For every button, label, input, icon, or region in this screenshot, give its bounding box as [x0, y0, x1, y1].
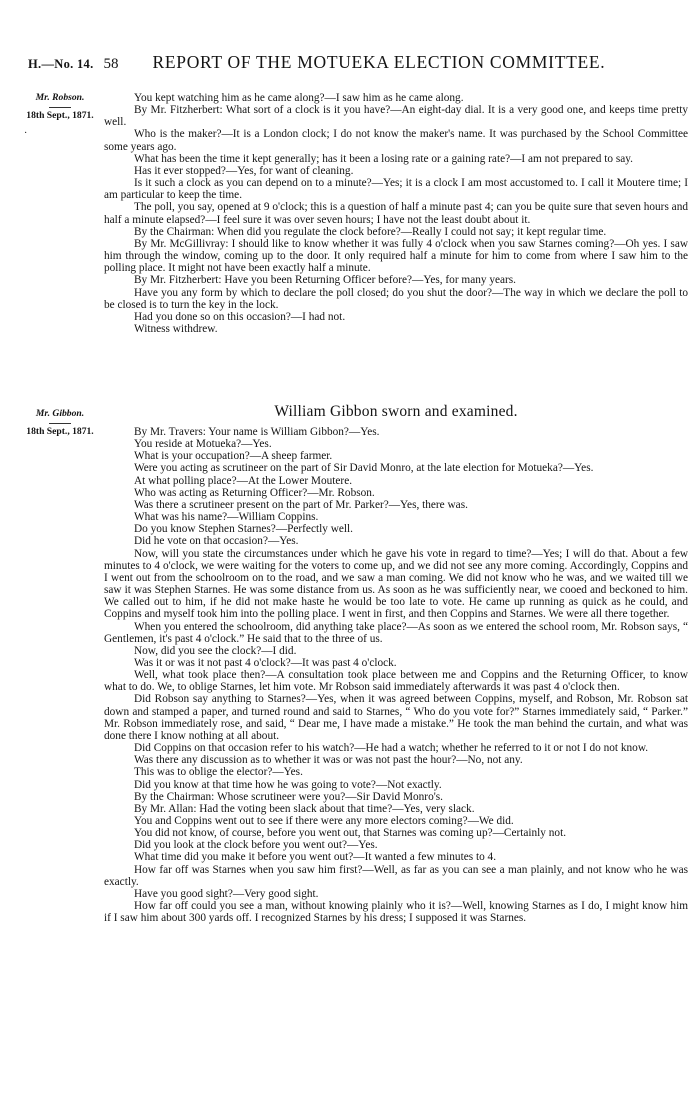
paragraph: What has been the time it kept generally; has it been a losing rate or a gaining rate?—I am not prepared to say. — [134, 152, 633, 165]
gibbon-testimony — [104, 426, 688, 924]
page-header — [28, 52, 678, 78]
paragraph: Who was acting as Returning Officer?—Mr. Robson. — [134, 486, 375, 499]
paragraph: By the Chairman: When did you regulate the clock before?—Really I could not say; it kept regular time. — [134, 225, 607, 238]
paragraph: How far off could you see a man, without knowing plainly who it is?—Well, knowing Starnes as I do, I might know him if I saw him about 300 yards off. I recognized Starnes by his dress; I supposed it was Starnes. — [104, 900, 688, 925]
paragraph: What was his name?—William Coppins. — [134, 511, 319, 524]
section-heading: William Gibbon sworn and examined. — [274, 403, 518, 420]
report-title: REPORT OF THE MOTUEKA ELECTION COMMITTEE. — [152, 52, 606, 72]
paragraph: Was it or was it not past 4 o'clock?—It was past 4 o'clock. — [134, 656, 397, 669]
paragraph: Was there a scrutineer present on the part of Mr. Parker?—Yes, there was. — [134, 498, 468, 511]
paragraph: The poll, you say, opened at 9 o'clock; this is a question of half a minute past 4; can you be quite sure that seven hours and half a minute elapsed?—I feel sure it was over seven hours; I have not the least doubt about it. — [104, 201, 688, 226]
paragraph: Have you any form by which to declare the poll closed; do you shut the door?—The way in which we declare the poll to be closed is to turn the key in the lock. — [104, 286, 688, 311]
paragraph: Had you done so on this occasion?—I had not. — [134, 310, 346, 323]
paragraph: You did not know, of course, before you went out, that Starnes was coming up?—Certainly not. — [134, 827, 567, 840]
paragraph: Now, did you see the clock?—I did. — [134, 644, 297, 657]
margin-divider — [49, 423, 71, 424]
paragraph: This was to oblige the elector?—Yes. — [134, 766, 303, 779]
paragraph: Who is the maker?—It is a London clock; I do not know the maker's name. It was purchased by the School Committee some years ago. — [104, 128, 688, 153]
margin-divider — [49, 107, 71, 108]
witness-name: Mr. Robson. — [35, 92, 85, 103]
paragraph: Did Coppins on that occasion refer to his watch?—He had a watch; whether he referred to it or not I do not know. — [134, 742, 649, 755]
paragraph: By Mr. Fitzherbert: What sort of a clock is it you have?—An eight-day dial. It is a very good one, and keeps time pretty well. — [104, 104, 688, 129]
paragraph: Now, will you state the circumstances under which he gave his vote in regard to time?—Yes; I will do that. About a few minutes to 4 o'clock, we were waiting for the voters to come up, and we did not see any more coming. Accordingly, Coppins and I went out from the schoolroom on to the road, and we saw a man coming. We did not know who he was, and we waited till we saw it was Stephen Starnes. He was some distance from us. As soon as he was sufficiently near, we cooed and beckoned to him. We called out to him, if he did not make haste he would be too late to vote. He came up running as quick as he could, and Coppins and myself took him into the polling place. I went in first, and then Coppins and Starnes. We were all there together. — [104, 547, 688, 621]
paragraph: Well, what took place then?—A consultation took place between me and Coppins and the Returning Officer, to know what to do. We, to oblige Starnes, let him vote. Mr Robson said immediately afterwards it was past 4 o'clock then. — [104, 669, 688, 694]
paragraph: Did he vote on that occasion?—Yes. — [134, 535, 299, 548]
paragraph: By Mr. Fitzherbert: Have you been Returning Officer before?—Yes, for many years. — [134, 274, 517, 287]
witness-date: 18th Sept., 1871. — [26, 110, 94, 121]
paragraph: By Mr. Allan: Had the voting been slack about that time?—Yes, very slack. — [134, 802, 475, 815]
margin-note-robson — [18, 92, 102, 122]
paragraph: What is your occupation?—A sheep farmer. — [134, 450, 333, 463]
paragraph: Did you look at the clock before you went out?—Yes. — [134, 839, 378, 852]
paragraph: How far off was Starnes when you saw him first?—Well, as far as you can see a man plainly, and not know who he was exactly. — [104, 863, 688, 888]
paragraph: Is it such a clock as you can depend on to a minute?—Yes; it is a clock I am most accustomed to. I call it Moutere time; I am particular to keep the time. — [104, 177, 688, 202]
paragraph: Have you good sight?—Very good sight. — [134, 887, 319, 900]
witness-name: Mr. Gibbon. — [35, 408, 85, 419]
page-number: 58 — [103, 56, 119, 72]
paragraph: Do you know Stephen Starnes?—Perfectly well. — [134, 523, 353, 536]
paragraph: Witness withdrew. — [134, 322, 218, 335]
paragraph: Did you know at that time how he was going to vote?—Not exactly. — [134, 778, 442, 791]
paragraph: By Mr. McGillivray: I should like to know whether it was fully 4 o'clock when you saw Starnes coming?—Oh yes. I saw him through the window, coming up to the door. It only required half a minute for him to come from where I saw him to the polling place. It might not have been exactly half a minute. — [104, 237, 688, 275]
paragraph: Was there any discussion as to whether it was or was not past the hour?—No, not any. — [134, 754, 523, 767]
paragraph: Were you acting as scrutineer on the part of Sir David Monro, at the late election for Motueka?—Yes. — [134, 462, 594, 475]
robson-testimony — [104, 92, 688, 335]
paragraph: When you entered the schoolroom, did anything take place?—As soon as we entered the school room, Mr. Robson says, “ Gentlemen, it's past 4 o'clock.” He said that to the three of us. — [104, 620, 688, 645]
ink-speck: · — [24, 128, 28, 139]
paragraph: You and Coppins went out to see if there were any more electors coming?—We did. — [134, 815, 514, 827]
margin-note-gibbon — [18, 408, 102, 438]
witness-date: 18th Sept., 1871. — [26, 426, 94, 437]
paragraph: By Mr. Travers: Your name is William Gibbon?—Yes. — [134, 426, 380, 438]
document-code: H.—No. 14. — [28, 57, 94, 71]
paragraph: What time did you make it before you went out?—It wanted a few minutes to 4. — [134, 851, 497, 864]
paragraph: Has it ever stopped?—Yes, for want of cleaning. — [134, 164, 354, 177]
paragraph: You reside at Motueka?—Yes. — [134, 438, 272, 451]
paragraph: At what polling place?—At the Lower Moutere. — [134, 474, 353, 487]
paragraph: You kept watching him as he came along?—I saw him as he came along. — [134, 92, 464, 104]
paragraph: By the Chairman: Whose scrutineer were you?—Sir David Monro's. — [134, 790, 443, 803]
paragraph: Did Robson say anything to Starnes?—Yes, when it was agreed between Coppins, myself, and Robson, Mr. Robson sat down and stamped a paper, and turned round and said to Starnes, “ Who do you vote for?” Starnes immediately said, “ Parker.” Mr. Robson immediately rose, and said, “ Dear me, I have made a mistake.” He took the man behind the curtain, and what was done there I know nothing at all about. — [104, 693, 688, 742]
